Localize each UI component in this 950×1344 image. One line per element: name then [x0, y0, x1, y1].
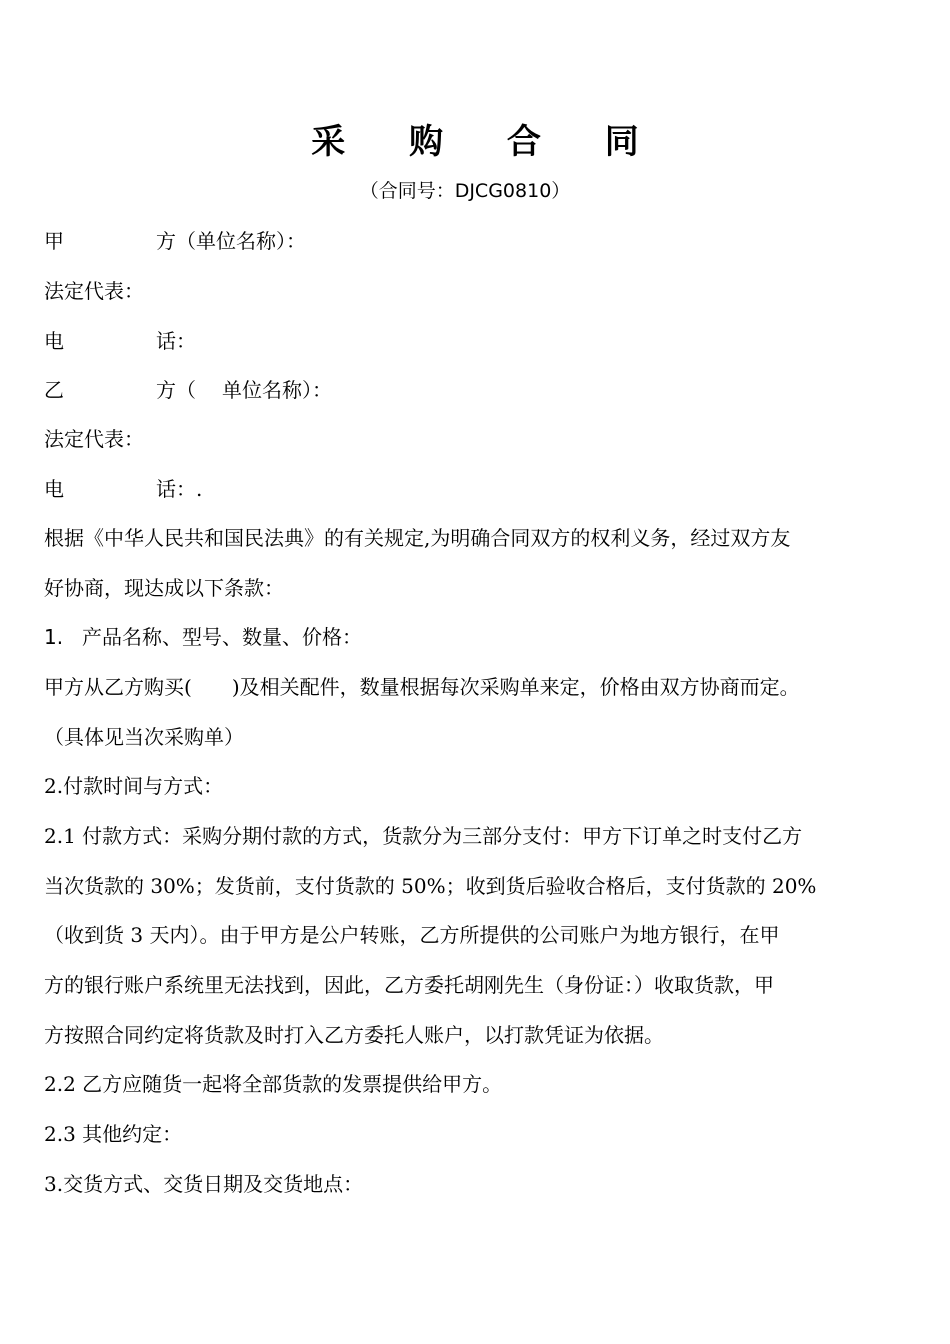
party-b-label: 乙: [44, 378, 64, 402]
section-2-1-line: 2.1 付款方式：采购分期付款的方式，货款分为三部分支付：甲方下订单之时支付乙方: [44, 824, 803, 848]
party-b-representative: 法定代表：: [44, 427, 144, 451]
party-b-phone-label-2: 话：.: [156, 477, 203, 501]
intro-line-2: 好协商，现达成以下条款：: [44, 576, 284, 600]
party-a-label: 甲: [44, 229, 64, 253]
section-1-title: 产品名称、型号、数量、价格：: [82, 625, 362, 649]
section-2-1-line: 当次货款的 30%；发货前，支付货款的 50%；收到货后验收合格后，支付货款的 20%: [44, 874, 817, 898]
section-2-1-line: 方按照合同约定将货款及时打入乙方委托人账户，以打款凭证为依据。: [44, 1023, 664, 1047]
section-1-title-line: [44, 622, 362, 652]
party-b-phone-label-1: 电: [44, 477, 64, 501]
party-b-name-label-a: 方（: [156, 378, 196, 402]
section-1-number: 1.: [44, 625, 64, 649]
section-2-title: 2.付款时间与方式：: [44, 774, 224, 798]
party-a-representative: 法定代表：: [44, 279, 144, 303]
party-b-name-label-b: 单位名称）：: [222, 378, 332, 402]
party-b-phone-line: [44, 474, 202, 504]
section-1-body-b: )及相关配件，数量根据每次采购单来定，价格由双方协商而定。: [231, 675, 800, 699]
party-a-phone-label-1: 电: [44, 329, 64, 353]
party-a-phone-label-2: 话：: [156, 329, 196, 353]
intro-line-1: 根据《中华人民共和国民法典》的有关规定,为明确合同双方的权利义务，经过双方友: [44, 526, 791, 550]
party-a-phone-line: [44, 326, 196, 356]
section-1-note: （具体见当次采购单）: [44, 725, 244, 749]
section-1-body-a: 甲方从乙方购买(: [44, 675, 192, 699]
party-a-line: [44, 226, 306, 256]
party-b-line: [44, 375, 332, 405]
section-2-2: 2.2 乙方应随货一起将全部货款的发票提供给甲方。: [44, 1072, 503, 1096]
section-2-3: 2.3 其他约定：: [44, 1122, 183, 1146]
section-2-1-line: （收到货 3 天内）。由于甲方是公户转账，乙方所提供的公司账户为地方银行，在甲: [44, 923, 780, 947]
section-1-body: [44, 672, 800, 702]
party-a-name-label: 方（单位名称）：: [156, 229, 306, 253]
section-3-title: 3.交货方式、交货日期及交货地点：: [44, 1172, 364, 1196]
section-2-1-line: 方的银行账户系统里无法找到，因此，乙方委托胡刚先生（身份证：）收取货款，甲: [44, 973, 774, 997]
contract-title: 采 购 合 同: [311, 122, 665, 162]
contract-number: （合同号：DJCG0810）: [359, 180, 571, 202]
